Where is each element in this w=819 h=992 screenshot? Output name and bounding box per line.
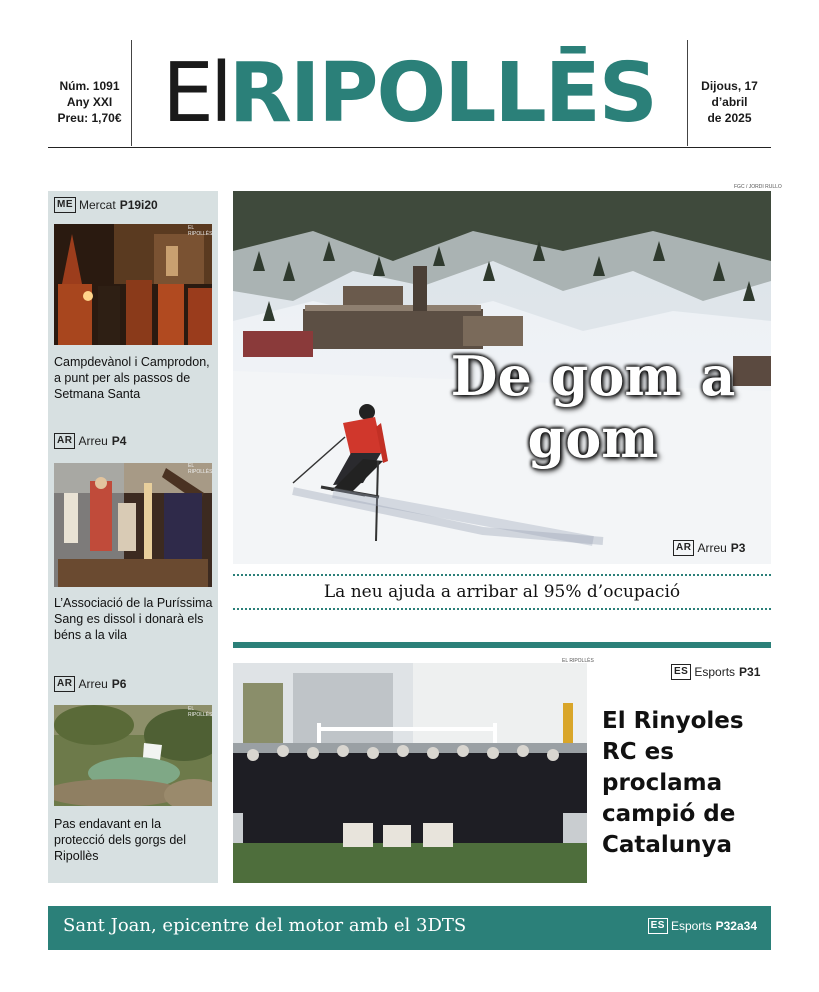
rugby-team-image <box>233 663 587 883</box>
photo-credit: EL RIPOLLÈS <box>188 463 213 475</box>
section-code-box: AR <box>673 540 694 556</box>
photo-credit: EL RIPOLLÈS <box>188 225 213 237</box>
section-label: Esports <box>670 919 712 933</box>
newspaper-logo[interactable] <box>144 48 674 140</box>
date-day: Dijous, 17 <box>701 79 758 93</box>
section-label: Mercat <box>79 198 116 212</box>
section-page: P19i20 <box>119 198 158 212</box>
date-month: d’abril <box>711 95 748 109</box>
photo-rugby-team[interactable] <box>233 663 587 883</box>
masthead <box>48 40 771 148</box>
section-label: Arreu <box>78 434 108 448</box>
main-subheadline[interactable]: La neu ajuda a arribar al 95% d’ocupació <box>233 574 771 610</box>
main-photo-credit: FGC / JORDI RULLO <box>734 184 782 190</box>
footer-headline[interactable]: Sant Joan, epicentre del motor amb el 3DTS <box>63 915 467 936</box>
section-code-box: ME <box>54 197 76 213</box>
issue-info <box>48 40 132 146</box>
sidebar <box>48 191 218 883</box>
photo-statues[interactable] <box>54 463 212 587</box>
section-code-box: AR <box>54 433 75 449</box>
issue-number: Núm. 1091 <box>59 79 120 93</box>
section-tag-mercat[interactable] <box>54 197 158 213</box>
section-tag-arreu[interactable] <box>54 433 126 449</box>
photo-gorgs[interactable] <box>54 705 212 806</box>
issue-year: Any XXI <box>66 95 113 109</box>
section-page: P32a34 <box>715 919 757 933</box>
issue-price: Preu: 1,70€ <box>57 111 122 125</box>
section-label: Arreu <box>78 677 108 691</box>
sidebar-headline-3[interactable]: Pas endavant en la protecció dels gorgs del Ripollès <box>54 817 187 863</box>
photo-procession[interactable] <box>54 224 212 345</box>
main-section-tag[interactable] <box>673 540 745 556</box>
logo-el: El <box>162 46 229 141</box>
logo-name: RIPOLLĒS <box>228 46 656 141</box>
footer-section-tag[interactable] <box>648 918 757 934</box>
procession-image <box>54 224 212 345</box>
rugby-headline[interactable]: El Rinyoles RC es proclama campió de Catalunya <box>602 708 744 858</box>
section-code-box: AR <box>54 676 75 692</box>
section-page: P31 <box>739 665 761 679</box>
section-page: P4 <box>111 434 127 448</box>
sidebar-headline-2[interactable]: L’Associació de la Puríssima Sang es dissol i donarà els béns a la vila <box>54 596 213 642</box>
section-code-box: ES <box>648 918 668 934</box>
photo-credit: EL RIPOLLÈS <box>188 706 213 718</box>
section-label: Esports <box>694 665 736 679</box>
section-divider <box>233 642 771 648</box>
main-headline[interactable]: De gom a gom <box>450 344 736 470</box>
section-page: P6 <box>111 677 127 691</box>
issue-date <box>687 40 771 146</box>
statues-image <box>54 463 212 587</box>
section-code-box: ES <box>671 664 691 680</box>
gorgs-image <box>54 705 212 806</box>
rugby-photo-credit: EL RIPOLLÈS <box>562 658 594 664</box>
section-page: P3 <box>730 541 746 555</box>
sidebar-headline-1[interactable]: Campdevànol i Camprodon, a punt per als passos de Setmana Santa <box>54 355 210 401</box>
footer-banner[interactable] <box>48 906 771 950</box>
rugby-section-tag[interactable] <box>671 664 760 680</box>
section-tag-arreu[interactable] <box>54 676 126 692</box>
section-label: Arreu <box>697 541 727 555</box>
date-year: de 2025 <box>707 111 752 125</box>
